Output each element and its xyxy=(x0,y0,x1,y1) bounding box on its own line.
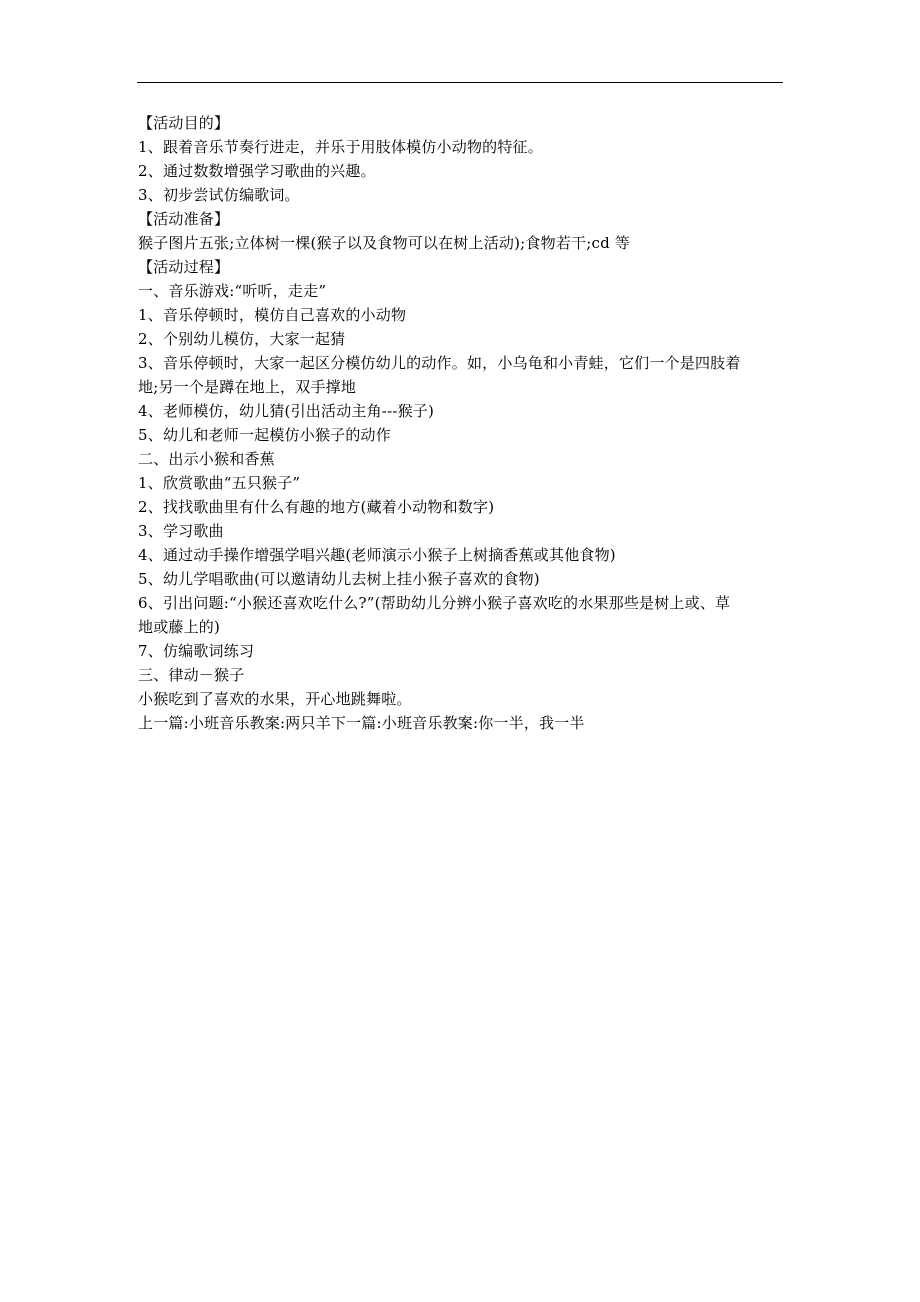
document-body xyxy=(138,111,788,735)
process-part-heading: 三、律动－猴子 xyxy=(138,666,245,684)
process-step: 5、幼儿和老师一起模仿小猴子的动作 xyxy=(138,426,391,444)
process-part-heading: 一、音乐游戏:“听听，走走” xyxy=(138,282,327,300)
process-part-heading: 二、出示小猴和香蕉 xyxy=(138,450,275,468)
closing-text: 小猴吃到了喜欢的水果，开心地跳舞啦。 xyxy=(138,690,412,708)
process-step: 7、仿编歌词练习 xyxy=(138,642,255,660)
objective-item: 1、跟着音乐节奏行进走，并乐于用肢体模仿小动物的特征。 xyxy=(138,138,543,156)
process-step: 5、幼儿学唱歌曲(可以邀请幼儿去树上挂小猴子喜欢的食物) xyxy=(138,570,540,588)
process-step: 4、老师模仿，幼儿猜(引出活动主角---猴子) xyxy=(138,402,435,420)
process-step-continuation: 地或藤上的) xyxy=(138,618,221,636)
header-rule xyxy=(137,82,783,83)
section-heading-objectives: 【活动目的】 xyxy=(138,114,230,132)
section-heading-process: 【活动过程】 xyxy=(138,258,230,276)
process-step: 6、引出问题:“小猴还喜欢吃什么?”(帮助幼儿分辨小猴子喜欢吃的水果那些是树上或、草 xyxy=(138,594,731,612)
process-step: 3、音乐停顿时，大家一起区分模仿幼儿的动作。如，小乌龟和小青蛙，它们一个是四肢着 xyxy=(138,354,741,372)
objective-item: 2、通过数数增强学习歌曲的兴趣。 xyxy=(138,162,376,180)
process-step: 1、欣赏歌曲“五只猴子” xyxy=(138,474,301,492)
process-step-continuation: 地;另一个是蹲在地上，双手撑地 xyxy=(138,378,357,396)
objective-item: 3、初步尝试仿编歌词。 xyxy=(138,186,300,204)
process-step: 1、音乐停顿时，模仿自己喜欢的小动物 xyxy=(138,306,407,324)
process-step: 2、找找歌曲里有什么有趣的地方(藏着小动物和数字) xyxy=(138,498,495,516)
prev-next-links[interactable]: 上一篇:小班音乐教案:两只羊下一篇:小班音乐教案:你一半，我一半 xyxy=(138,714,585,732)
process-step: 2、个别幼儿模仿，大家一起猜 xyxy=(138,330,346,348)
process-step: 3、学习歌曲 xyxy=(138,522,224,540)
process-step: 4、通过动手操作增强学唱兴趣(老师演示小猴子上树摘香蕉或其他食物) xyxy=(138,546,616,564)
section-heading-preparation: 【活动准备】 xyxy=(138,210,230,228)
preparation-text: 猴子图片五张;立体树一棵(猴子以及食物可以在树上活动);食物若干;cd 等 xyxy=(138,234,631,252)
